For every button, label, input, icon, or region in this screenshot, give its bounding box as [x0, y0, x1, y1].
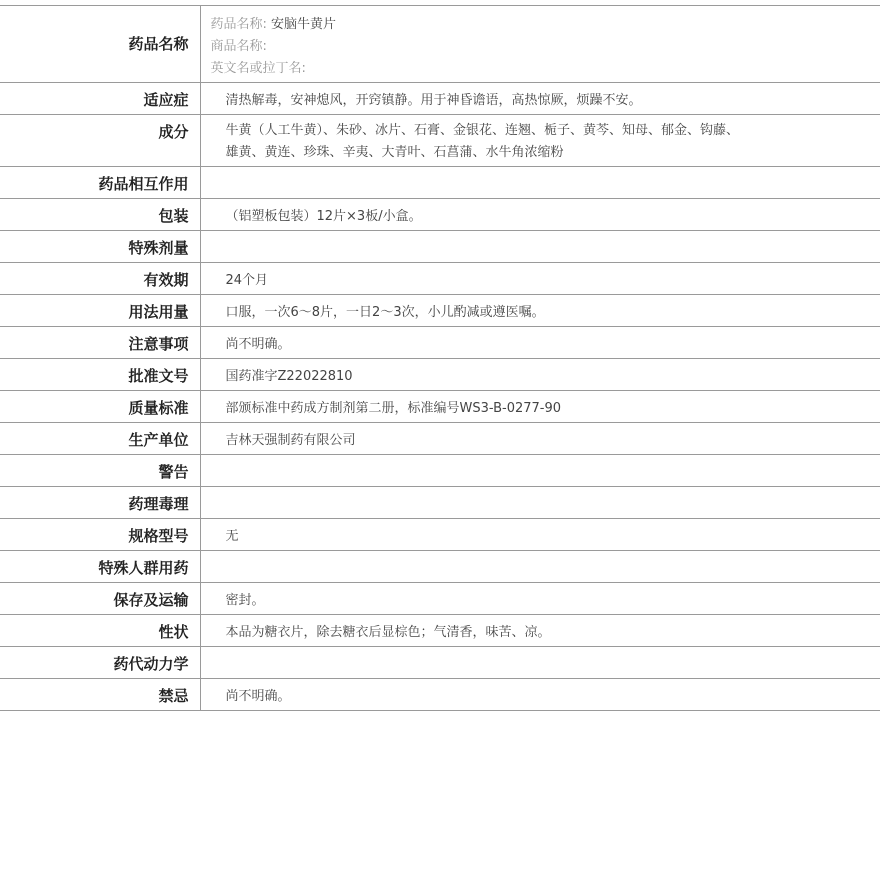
row-label: 用法用量 [0, 295, 200, 327]
trade-name-line [211, 36, 871, 58]
row-label: 生产单位 [0, 423, 200, 455]
row-value: 24个月 [225, 273, 269, 288]
row-value [200, 455, 880, 487]
row-description [0, 615, 880, 647]
english-name-key: 英文名或拉丁名: [210, 61, 306, 76]
row-label: 药代动力学 [0, 647, 200, 679]
row-label: 保存及运输 [0, 583, 200, 615]
row-contraindications [0, 679, 880, 711]
english-name-line [211, 58, 871, 80]
row-label: 药理毒理 [0, 487, 200, 519]
row-value: 部颁标准中药成方制剂第二册，标准编号WS3-B-0277-90 [225, 401, 562, 416]
row-value [200, 551, 880, 583]
row-label: 禁忌 [0, 679, 200, 711]
generic-name-value: 安脑牛黄片 [271, 17, 337, 32]
row-special-populations [0, 551, 880, 583]
row-value [200, 487, 880, 519]
row-label: 药品相互作用 [0, 167, 200, 199]
row-value: 清热解毒，安神熄风，开窍镇静。用于神昏谵语，高热惊厥，烦躁不安。 [225, 93, 642, 108]
row-quality-standard [0, 391, 880, 423]
row-value [200, 647, 880, 679]
row-approval-number [0, 359, 880, 391]
row-shelf-life [0, 263, 880, 295]
row-label: 成分 [0, 115, 200, 167]
row-ingredients [0, 115, 880, 167]
generic-name-line [211, 14, 871, 36]
row-drug-name [0, 6, 880, 83]
row-label: 警告 [0, 455, 200, 487]
row-manufacturer [0, 423, 880, 455]
row-label: 性状 [0, 615, 200, 647]
row-precautions [0, 327, 880, 359]
ingredients-line-2: 雄黄、黄连、珍珠、辛夷、大青叶、石菖蒲、水牛角浓缩粉 [225, 145, 564, 160]
row-pharmacokinetics [0, 647, 880, 679]
trade-name-key: 商品名称: [210, 39, 267, 54]
row-storage [0, 583, 880, 615]
name-details [200, 6, 880, 83]
row-label: 批准文号 [0, 359, 200, 391]
row-value [200, 167, 880, 199]
row-drug-interactions [0, 167, 880, 199]
row-value: （铝塑板包装）12片×3板/小盒。 [225, 209, 422, 224]
row-dosage [0, 295, 880, 327]
drug-info-table [0, 5, 880, 711]
row-indications [0, 83, 880, 115]
row-value: 尚不明确。 [225, 337, 291, 352]
row-value [200, 231, 880, 263]
row-value [200, 115, 880, 167]
generic-name-key: 药品名称: [210, 17, 267, 32]
row-pharmacology [0, 487, 880, 519]
row-value: 口服，一次6～8片，一日2～3次，小儿酌减或遵医嘱。 [225, 305, 545, 320]
row-label: 药品名称 [0, 6, 200, 83]
row-label: 特殊人群用药 [0, 551, 200, 583]
row-label: 包装 [0, 199, 200, 231]
row-packaging [0, 199, 880, 231]
row-value: 密封。 [225, 593, 265, 608]
row-label: 规格型号 [0, 519, 200, 551]
row-value: 本品为糖衣片，除去糖衣后显棕色；气清香，味苦、凉。 [225, 625, 551, 640]
row-label: 注意事项 [0, 327, 200, 359]
ingredients-line-1: 牛黄（人工牛黄）、朱砂、冰片、石膏、金银花、连翘、栀子、黄芩、知母、郁金、钩藤、 [225, 123, 740, 138]
row-value: 国药准字Z22022810 [225, 369, 353, 384]
row-value: 无 [225, 529, 239, 544]
row-label: 质量标准 [0, 391, 200, 423]
row-value: 吉林天强制药有限公司 [225, 433, 356, 448]
row-value: 尚不明确。 [225, 689, 291, 704]
row-specification [0, 519, 880, 551]
row-label: 适应症 [0, 83, 200, 115]
row-special-dosage [0, 231, 880, 263]
row-label: 有效期 [0, 263, 200, 295]
row-warning [0, 455, 880, 487]
row-label: 特殊剂量 [0, 231, 200, 263]
